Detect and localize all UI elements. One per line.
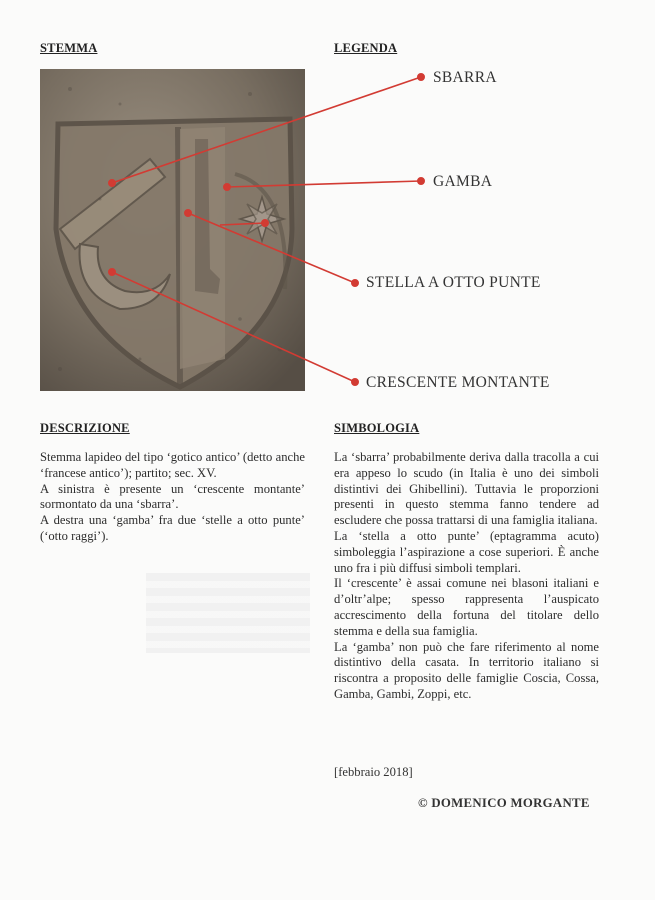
legend-label-gamba: GAMBA	[433, 173, 493, 190]
legend-label-sbarra: SBARRA	[433, 69, 497, 86]
description-paragraph: Stemma lapideo del tipo ‘gotico antico’ (detto anche ‘francese antico’); partito; sec. XV.	[40, 450, 305, 480]
legend-label-crescente: CRESCENTE MONTANTE	[366, 374, 550, 391]
document-date: [febbraio 2018]	[334, 765, 413, 779]
pointer-dot-crescente-start	[109, 269, 115, 275]
heading-simbologia: SIMBOLOGIA	[334, 421, 420, 435]
symbology-paragraph: Il ‘crescente’ è assai comune nei blasoni italiani e d’oltr’alpe; spesso rappresenta l’auspicato accrescimento della fortuna del titolare dello stemma e della sua famiglia.	[334, 576, 599, 638]
symbology-paragraph: La ‘stella a otto punte’ (eptagramma acuto) simboleggia l’aspirazione a cose superiori. È anche uno fra i più diffusi simboli templari.	[334, 528, 599, 575]
pointer-dot-sbarra-end	[418, 74, 424, 80]
heading-descrizione: DESCRIZIONE	[40, 421, 130, 435]
pointer-dot-gamba-start	[224, 184, 230, 190]
pointer-line-stella-branch	[220, 223, 265, 225]
pointer-dot-sbarra-start	[109, 180, 115, 186]
description-text	[40, 450, 305, 545]
pointer-line-crescente	[112, 272, 355, 382]
heading-stemma: STEMMA	[40, 41, 98, 55]
pointer-line-sbarra	[112, 77, 421, 183]
description-paragraph: A destra una ‘gamba’ fra due ‘stelle a otto punte’ (‘otto raggi’).	[40, 513, 305, 543]
pointer-dot-crescente-end	[352, 379, 358, 385]
symbology-paragraph: La ‘sbarra’ probabilmente deriva dalla tracolla a cui era appeso lo scudo (in Italia è uno dei simboli distintivi dei Ghibellini). Tuttavia le proporzioni presenti in questo stemma fanno tendere ad escludere che possa trattarsi di una famiglia italiana.	[334, 450, 599, 528]
symbology-paragraph: La ‘gamba’ non può che fare riferimento al nome distintivo della casata. In territorio italiano si riscontra a proposito delle famiglie Coscia, Cossa, Gamba, Gambi, Zoppi, etc.	[334, 639, 599, 701]
heading-legenda: LEGENDA	[334, 41, 398, 55]
pointer-dot-stella-branch	[262, 220, 268, 226]
symbology-text	[334, 450, 599, 703]
pointer-dot-gamba-end	[418, 178, 424, 184]
legend-label-stella: STELLA A OTTO PUNTE	[366, 274, 541, 291]
faded-text-area	[146, 573, 310, 653]
pointer-dot-stella-end	[352, 280, 358, 286]
pointer-line-stella	[188, 213, 355, 283]
pointer-dot-stella-start	[185, 210, 191, 216]
pointer-line-gamba	[227, 181, 421, 187]
description-paragraph: A sinistra è presente un ‘crescente montante’ sormontato da una ‘sbarra’.	[40, 481, 305, 512]
copyright-notice: © DOMENICO MORGANTE	[418, 796, 590, 810]
